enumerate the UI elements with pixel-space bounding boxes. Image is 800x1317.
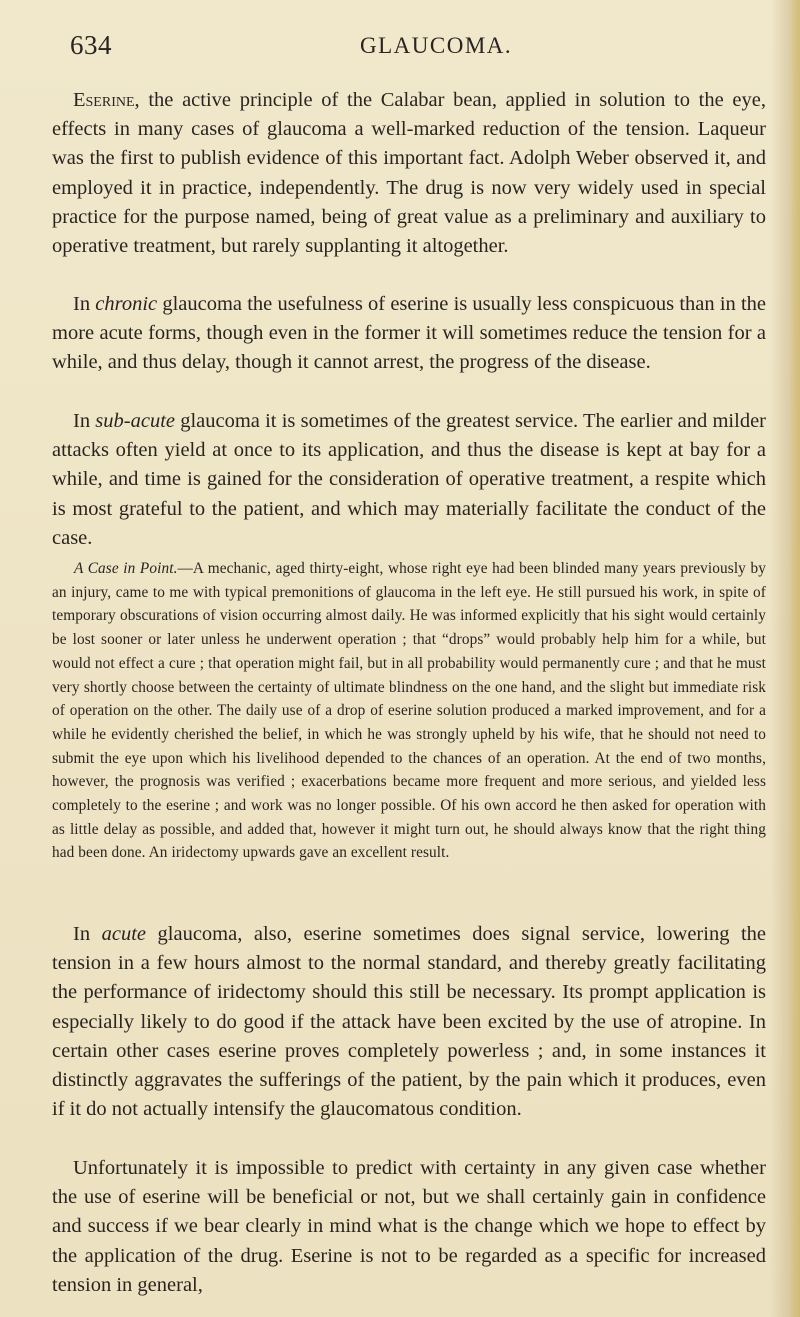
paragraph-text: glaucoma it is sometimes of the greatest service. The earlier and milder attacks often yield at once to its application, and thus the disease is kept at bay for a while, and time is gained for the consideration of operative treatment, a respite which is most grateful to the patient, and which may materially facilitate the conduct of the case.	[52, 410, 766, 549]
emphasis-sub-acute: sub-acute	[95, 410, 175, 432]
case-report	[52, 557, 766, 865]
page-edge-tint	[788, 0, 800, 1317]
paragraph-text: glaucoma, also, eserine sometimes does signal service, lowering the tension in a few hours almost to the normal standard, and thereby greatly facilitating the performance of iridectomy should this still be necessary. Its prompt application is especially likely to do good if the attack have been excited by the use of atropine. In certain other cases eserine proves completely powerless ; and, in some instances it distinctly aggravates the sufferings of the patient, by the pain which it produces, even if it do not actually intensify the glaucomatous condition.	[52, 923, 767, 1121]
paragraph-text: Unfortunately it is impossible to predict with certainty in any given case whether the use of eserine will be beneficial or not, but we shall certainly gain in confidence and success if we bear clearly in mind what is the change which we hope to effect by the application of the drug. Eserine is not to be regarded as a specific for increased tension in general,	[52, 1157, 766, 1296]
emphasis-chronic: chronic	[95, 293, 158, 315]
paragraph-prefix: In	[73, 923, 102, 945]
emphasis-acute: acute	[101, 923, 147, 945]
paragraph-chronic	[52, 290, 766, 378]
paragraph-prefix: In	[73, 410, 96, 432]
paragraph-acute	[52, 920, 766, 1124]
page-number: 634	[70, 30, 112, 60]
paragraph-sub-acute	[52, 407, 766, 553]
page-header	[70, 30, 770, 70]
paragraph-text: glaucoma the usefulness of eserine is usually less conspicuous than in the more acute forms, though even in the former it will sometimes reduce the tension for a while, and thus delay, though it cannot arrest, the progress of the disease.	[52, 293, 766, 374]
case-text: —A mechanic, aged thirty-eight, whose right eye had been blinded many years previously by an injury, came to me with typical premonitions of glaucoma in the left eye. He still pursued his work, in spite of temporary obscurations of vision occurring almost daily. He was informed explicitly that his sight would certainly be lost sooner or later unless he underwent operation ; that “drops” would probably help him for a while, but would not effect a cure ; that operation might fail, but in all probability would permanently cure ; and that he must very shortly choose between the certainty of ultimate blindness on the one hand, and the slight but immediate risk of operation on the other. The daily use of a drop of eserine solution produced a marked improvement, and for a while he evidently cherished the belief, in which he was strongly upheld by his wife, that he should not need to submit the eye upon which his livelihood depended to the chances of an operation. At the end of two months, however, the prognosis was verified ; exacerbations became more frequent and more serious, and yielded less completely to the eserine ; and work was no longer possible. Of his own accord he then asked for operation with as little delay as possible, and added that, however it might turn out, he should always know that the right thing had been done. An iridectomy upwards gave an excellent result.	[52, 560, 766, 862]
paragraph-text: , the active principle of the Calabar bean, applied in solution to the eye, effects in many cases of glaucoma a well-marked reduction of the tension. Laqueur was the first to publish evidence of this important fact. Adolph Weber observed it, and employed it in practice, independently. The drug is now very widely used in special practice for the purpose named, being of great value as a preliminary and auxiliary to operative treatment, but rarely supplanting it altogether.	[52, 89, 766, 258]
running-head: GLAUCOMA.	[360, 33, 513, 58]
paragraph-eserine-intro	[52, 86, 766, 261]
paragraph-prefix: In	[73, 293, 96, 315]
case-heading: A Case in Point.	[74, 560, 178, 577]
small-caps-lead: Eserine	[73, 89, 135, 111]
paragraph-unfortunately	[52, 1154, 766, 1300]
